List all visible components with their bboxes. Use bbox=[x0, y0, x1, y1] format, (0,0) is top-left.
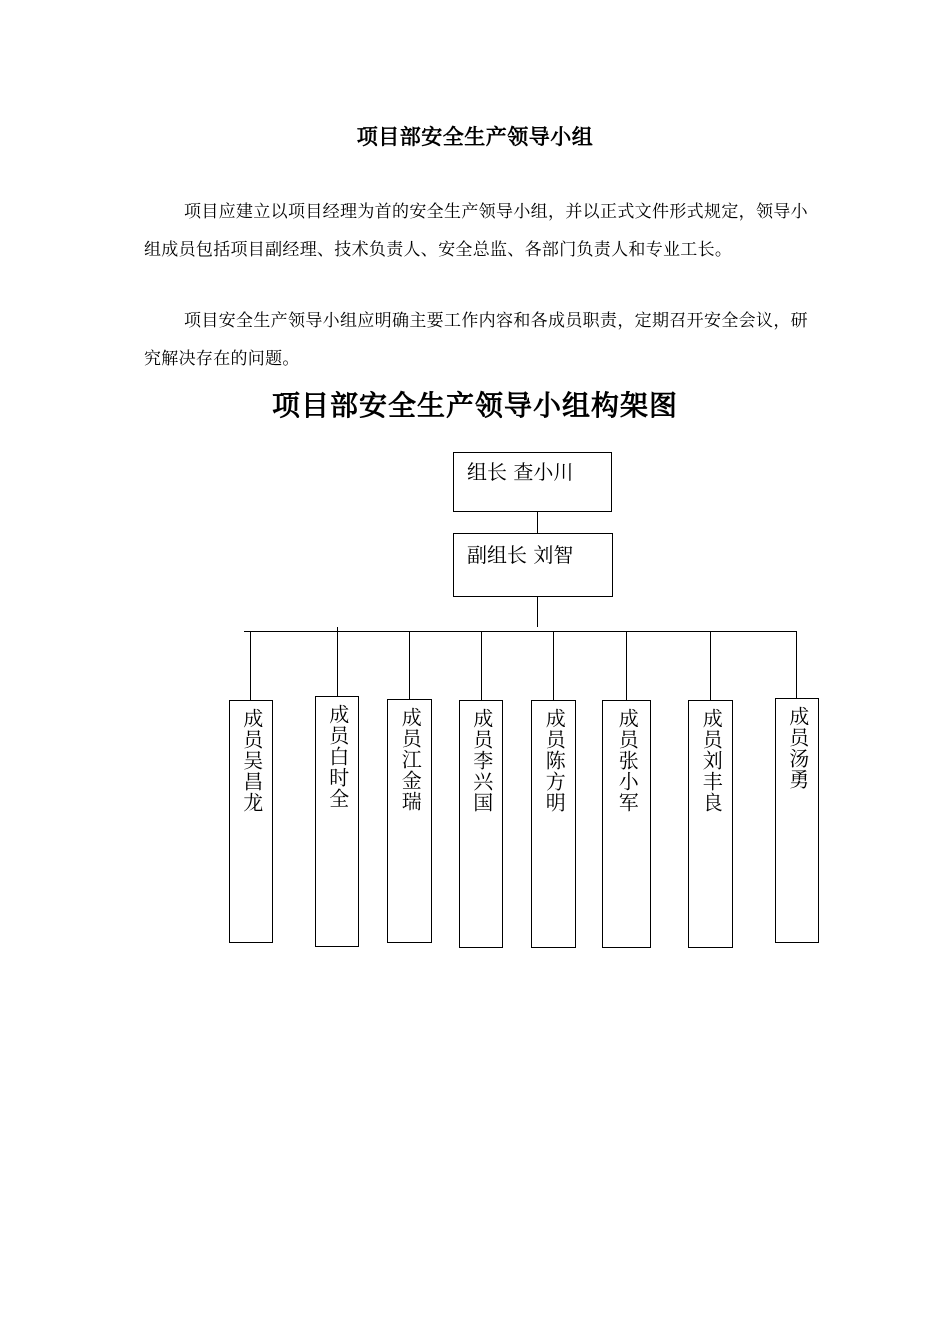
member-bus-line bbox=[244, 631, 797, 632]
member-label: 成员张小军 bbox=[615, 708, 640, 813]
deputy-bus-connector bbox=[537, 597, 538, 627]
member-label: 成员白时全 bbox=[325, 704, 350, 809]
member-box bbox=[315, 696, 359, 947]
member-label: 成员陈方明 bbox=[542, 708, 567, 813]
member-box bbox=[688, 700, 733, 948]
org-chart-title: 项目部安全生产领导小组构架图 bbox=[271, 389, 678, 422]
member-label: 成员李兴国 bbox=[469, 708, 494, 813]
deputy-box bbox=[453, 533, 613, 597]
leader-deputy-connector bbox=[537, 512, 538, 533]
member-drop-line-7 bbox=[710, 632, 711, 701]
member-drop-line-2 bbox=[337, 627, 338, 697]
document-title: 项目部安全生产领导小组 bbox=[356, 124, 594, 149]
member-label: 成员吴昌龙 bbox=[239, 708, 264, 813]
member-drop-line-8 bbox=[796, 632, 797, 699]
member-box bbox=[531, 700, 576, 948]
member-drop-line-6 bbox=[626, 632, 627, 701]
member-drop-line-1 bbox=[250, 632, 251, 701]
intro-paragraph-2: 项目安全生产领导小组应明确主要工作内容和各成员职责，定期召开安全会议，研究解决存在的问题。 bbox=[144, 311, 808, 369]
member-box bbox=[459, 700, 503, 948]
member-drop-line-4 bbox=[481, 632, 482, 701]
member-box bbox=[602, 700, 651, 948]
leader-box bbox=[453, 452, 612, 512]
member-box bbox=[775, 698, 819, 943]
member-label: 成员汤勇 bbox=[785, 706, 810, 790]
member-drop-line-5 bbox=[553, 632, 554, 701]
leader-label: 组长 查小川 bbox=[467, 460, 574, 484]
deputy-label: 副组长 刘智 bbox=[467, 543, 574, 567]
member-box bbox=[387, 699, 432, 943]
member-label: 成员刘丰良 bbox=[699, 708, 724, 813]
intro-paragraph-1: 项目应建立以项目经理为首的安全生产领导小组，并以正式文件形式规定，领导小组成员包括项目副经理、技术负责人、安全总监、各部门负责人和专业工长。 bbox=[144, 202, 808, 260]
member-drop-line-3 bbox=[409, 632, 410, 699]
member-label: 成员江金瑞 bbox=[398, 707, 423, 812]
member-box bbox=[229, 700, 273, 943]
